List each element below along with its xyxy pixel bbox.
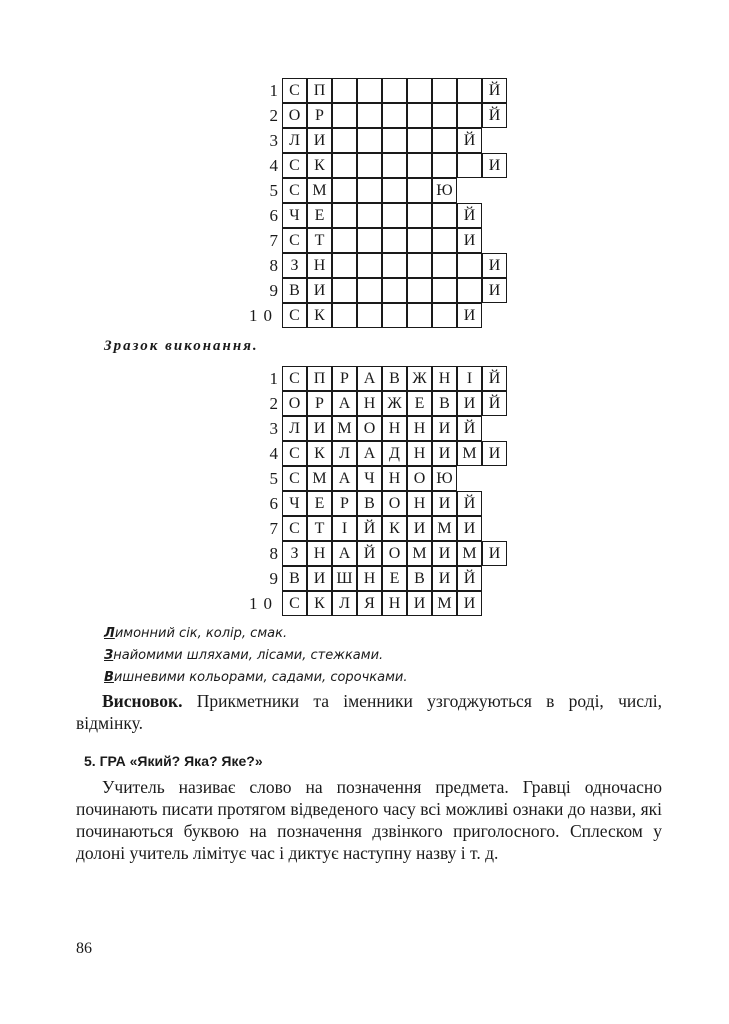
puzzle-cell <box>432 128 457 153</box>
puzzle-cell <box>407 203 432 228</box>
solution-cell: О <box>382 491 407 516</box>
solution-cell: И <box>457 591 482 616</box>
puzzle-cell: З <box>282 253 307 278</box>
puzzle-cell <box>382 203 407 228</box>
solution-cell: И <box>407 516 432 541</box>
row-number: 10 <box>249 594 278 613</box>
example-text: найомими шляхами, лісами, стежками. <box>113 648 384 663</box>
puzzle-cell <box>432 253 457 278</box>
puzzle-cell <box>332 128 357 153</box>
row-number: 8 <box>269 544 278 563</box>
puzzle-cell <box>357 178 382 203</box>
row-number: 3 <box>269 419 278 438</box>
puzzle-cell <box>432 78 457 103</box>
puzzle-cell <box>382 178 407 203</box>
puzzle-cell <box>432 278 457 303</box>
solution-cell: Н <box>407 441 432 466</box>
conclusion-text: Прикметники та іменники узгоджуються в роді, числі, відмінку. <box>76 691 662 733</box>
solution-cell: П <box>307 366 332 391</box>
solution-cell: К <box>307 591 332 616</box>
solution-cell: К <box>382 516 407 541</box>
puzzle-cell <box>357 228 382 253</box>
puzzle-cell: Й <box>457 128 482 153</box>
puzzle-cell: С <box>282 303 307 328</box>
puzzle-cell <box>332 253 357 278</box>
puzzle-cell: П <box>307 78 332 103</box>
row-number: 8 <box>269 256 278 275</box>
solution-cell: Е <box>307 491 332 516</box>
solution-cell: Ж <box>407 366 432 391</box>
puzzle-cell <box>357 203 382 228</box>
example-line-2 <box>104 648 383 663</box>
solution-cell: А <box>332 466 357 491</box>
row-number: 2 <box>269 106 278 125</box>
solution-cell: Й <box>357 541 382 566</box>
puzzle-cell <box>382 103 407 128</box>
puzzle-cell <box>457 153 482 178</box>
solution-cell: Ш <box>332 566 357 591</box>
section-title: 5. ГРА «Який? Яка? Яке?» <box>84 753 263 769</box>
solution-cell: Р <box>332 366 357 391</box>
solution-cell: Ч <box>357 466 382 491</box>
solution-cell: А <box>357 441 382 466</box>
puzzle-cell <box>432 303 457 328</box>
solution-cell: І <box>332 516 357 541</box>
solution-cell: О <box>382 541 407 566</box>
solution-cell: Л <box>282 416 307 441</box>
puzzle-cell <box>407 303 432 328</box>
solution-cell: З <box>282 541 307 566</box>
solution-cell: Р <box>332 491 357 516</box>
puzzle-cell: С <box>282 153 307 178</box>
solution-cell: И <box>432 416 457 441</box>
solution-cell: М <box>457 441 482 466</box>
solution-cell: Е <box>382 566 407 591</box>
solution-cell: Л <box>332 591 357 616</box>
puzzle-cell <box>457 103 482 128</box>
puzzle-cell <box>332 103 357 128</box>
conclusion-label: Висновок. <box>102 691 183 711</box>
puzzle-cell <box>382 128 407 153</box>
solution-cell: И <box>457 516 482 541</box>
puzzle-cell: Р <box>307 103 332 128</box>
puzzle-cell <box>332 228 357 253</box>
example-text: ишневими кольорами, садами, сорочками. <box>113 670 408 685</box>
puzzle-cell <box>457 253 482 278</box>
solution-cell: М <box>407 541 432 566</box>
puzzle-cell <box>357 103 382 128</box>
solution-cell: Ж <box>382 391 407 416</box>
puzzle-cell: С <box>282 228 307 253</box>
solution-cell: Н <box>407 491 432 516</box>
row-number: 9 <box>269 569 278 588</box>
solution-cell: С <box>282 516 307 541</box>
puzzle-cell <box>407 153 432 178</box>
puzzle-cell <box>357 253 382 278</box>
row-number: 5 <box>269 469 278 488</box>
puzzle-cell: В <box>282 278 307 303</box>
puzzle-cell <box>407 253 432 278</box>
puzzle-cell: К <box>307 303 332 328</box>
example-initial: В <box>104 670 114 685</box>
solution-cell: Й <box>457 491 482 516</box>
row-number: 9 <box>269 281 278 300</box>
puzzle-cell: И <box>482 253 507 278</box>
row-number: 1 <box>269 81 278 100</box>
game-description: Учитель називає слово на позначення предмета. Гравці одночасно починають писати протягом відведеного часу всі можливі ознаки до назви, які починаються буквою на позначення дзвінкого приголосного. Сплеском у долоні учитель лімітує час і диктує наступну назву і т. д. <box>76 777 662 863</box>
solution-cell: И <box>432 491 457 516</box>
solution-cell: Н <box>432 366 457 391</box>
solution-cell: Н <box>357 566 382 591</box>
solution-cell: В <box>432 391 457 416</box>
example-text: имонний сік, колір, смак. <box>114 626 288 641</box>
row-number: 4 <box>269 444 278 463</box>
puzzle-cell <box>357 278 382 303</box>
puzzle-cell <box>332 178 357 203</box>
example-initial: З <box>104 648 114 663</box>
solution-cell: К <box>307 441 332 466</box>
puzzle-cell: М <box>307 178 332 203</box>
solution-cell: Н <box>307 541 332 566</box>
solution-cell: Р <box>307 391 332 416</box>
example-line-1 <box>104 626 287 641</box>
puzzle-cell <box>332 153 357 178</box>
puzzle-cell <box>382 153 407 178</box>
solution-cell: С <box>282 466 307 491</box>
solution-cell: Я <box>357 591 382 616</box>
puzzle-cell <box>382 253 407 278</box>
solution-cell: И <box>457 391 482 416</box>
puzzle-cell <box>407 278 432 303</box>
puzzle-cell: С <box>282 78 307 103</box>
puzzle-cell <box>432 228 457 253</box>
solution-cell: И <box>482 541 507 566</box>
puzzle-cell <box>357 303 382 328</box>
puzzle-cell: С <box>282 178 307 203</box>
solution-cell: А <box>357 366 382 391</box>
puzzle-cell: И <box>482 278 507 303</box>
puzzle-cell <box>457 278 482 303</box>
puzzle-cell <box>382 228 407 253</box>
solution-cell: М <box>307 466 332 491</box>
puzzle-cell <box>432 153 457 178</box>
solution-cell: Т <box>307 516 332 541</box>
puzzle-cell: О <box>282 103 307 128</box>
puzzle-cell <box>432 203 457 228</box>
solution-cell: И <box>432 566 457 591</box>
row-number: 6 <box>269 206 278 225</box>
solution-cell: Й <box>357 516 382 541</box>
puzzle-cell <box>407 103 432 128</box>
puzzle-cell: Й <box>482 103 507 128</box>
solution-cell: Й <box>482 391 507 416</box>
solution-cell: Н <box>357 391 382 416</box>
page-number: 86 <box>76 940 92 957</box>
solution-cell: И <box>432 441 457 466</box>
puzzle-cell <box>357 78 382 103</box>
puzzle-cell: И <box>307 128 332 153</box>
example-line-3 <box>104 670 408 685</box>
solution-cell: В <box>382 366 407 391</box>
solution-cell: Ю <box>432 466 457 491</box>
solution-cell: В <box>282 566 307 591</box>
solution-cell: М <box>432 516 457 541</box>
puzzle-cell: И <box>482 153 507 178</box>
solution-cell: Н <box>407 416 432 441</box>
example-initial: Л <box>104 626 115 641</box>
solution-cell: Д <box>382 441 407 466</box>
puzzle-cell <box>432 103 457 128</box>
row-number: 3 <box>269 131 278 150</box>
puzzle-cell: И <box>457 228 482 253</box>
row-number: 7 <box>269 519 278 538</box>
solution-cell: Н <box>382 591 407 616</box>
row-number: 10 <box>249 306 278 325</box>
solution-cell: О <box>407 466 432 491</box>
puzzle-cell <box>407 228 432 253</box>
solution-cell: В <box>407 566 432 591</box>
puzzle-cell: Т <box>307 228 332 253</box>
conclusion-paragraph <box>76 690 662 734</box>
row-number: 1 <box>269 369 278 388</box>
puzzle-cell: Ч <box>282 203 307 228</box>
puzzle-cell: Й <box>457 203 482 228</box>
puzzle-cell: Е <box>307 203 332 228</box>
puzzle-cell <box>357 153 382 178</box>
puzzle-cell <box>382 78 407 103</box>
puzzle-cell: Л <box>282 128 307 153</box>
solution-cell: Е <box>407 391 432 416</box>
row-number: 4 <box>269 156 278 175</box>
puzzle-cell <box>407 128 432 153</box>
solution-cell: М <box>432 591 457 616</box>
solution-cell: С <box>282 366 307 391</box>
puzzle-cell <box>382 278 407 303</box>
solution-cell: А <box>332 391 357 416</box>
solution-cell: И <box>307 566 332 591</box>
solution-cell: И <box>432 541 457 566</box>
puzzle-cell: И <box>307 278 332 303</box>
solution-cell: И <box>482 441 507 466</box>
solution-cell: И <box>307 416 332 441</box>
solution-cell: Л <box>332 441 357 466</box>
solution-cell: С <box>282 441 307 466</box>
puzzle-cell <box>407 78 432 103</box>
row-number: 2 <box>269 394 278 413</box>
puzzle-cell: Н <box>307 253 332 278</box>
solution-cell: Н <box>382 416 407 441</box>
puzzle-cell <box>332 78 357 103</box>
puzzle-cell <box>407 178 432 203</box>
puzzle-cell <box>332 278 357 303</box>
sample-label: Зразок виконання. <box>104 338 259 354</box>
solution-cell: С <box>282 591 307 616</box>
solution-cell: Й <box>482 366 507 391</box>
solution-cell: М <box>332 416 357 441</box>
solution-cell: Н <box>382 466 407 491</box>
puzzle-cell <box>332 303 357 328</box>
puzzle-cell <box>357 128 382 153</box>
puzzle-cell: И <box>457 303 482 328</box>
puzzle-cell <box>457 78 482 103</box>
row-number: 5 <box>269 181 278 200</box>
puzzle-cell: Й <box>482 78 507 103</box>
solution-cell: О <box>357 416 382 441</box>
solution-cell: Й <box>457 566 482 591</box>
solution-cell: І <box>457 366 482 391</box>
puzzle-cell <box>332 203 357 228</box>
row-number: 6 <box>269 494 278 513</box>
puzzle-cell: Ю <box>432 178 457 203</box>
row-number: 7 <box>269 231 278 250</box>
solution-cell: А <box>332 541 357 566</box>
puzzle-cell <box>382 303 407 328</box>
solution-cell: М <box>457 541 482 566</box>
solution-cell: Й <box>457 416 482 441</box>
puzzle-cell: К <box>307 153 332 178</box>
solution-cell: И <box>407 591 432 616</box>
solution-cell: Ч <box>282 491 307 516</box>
solution-cell: В <box>357 491 382 516</box>
solution-cell: О <box>282 391 307 416</box>
